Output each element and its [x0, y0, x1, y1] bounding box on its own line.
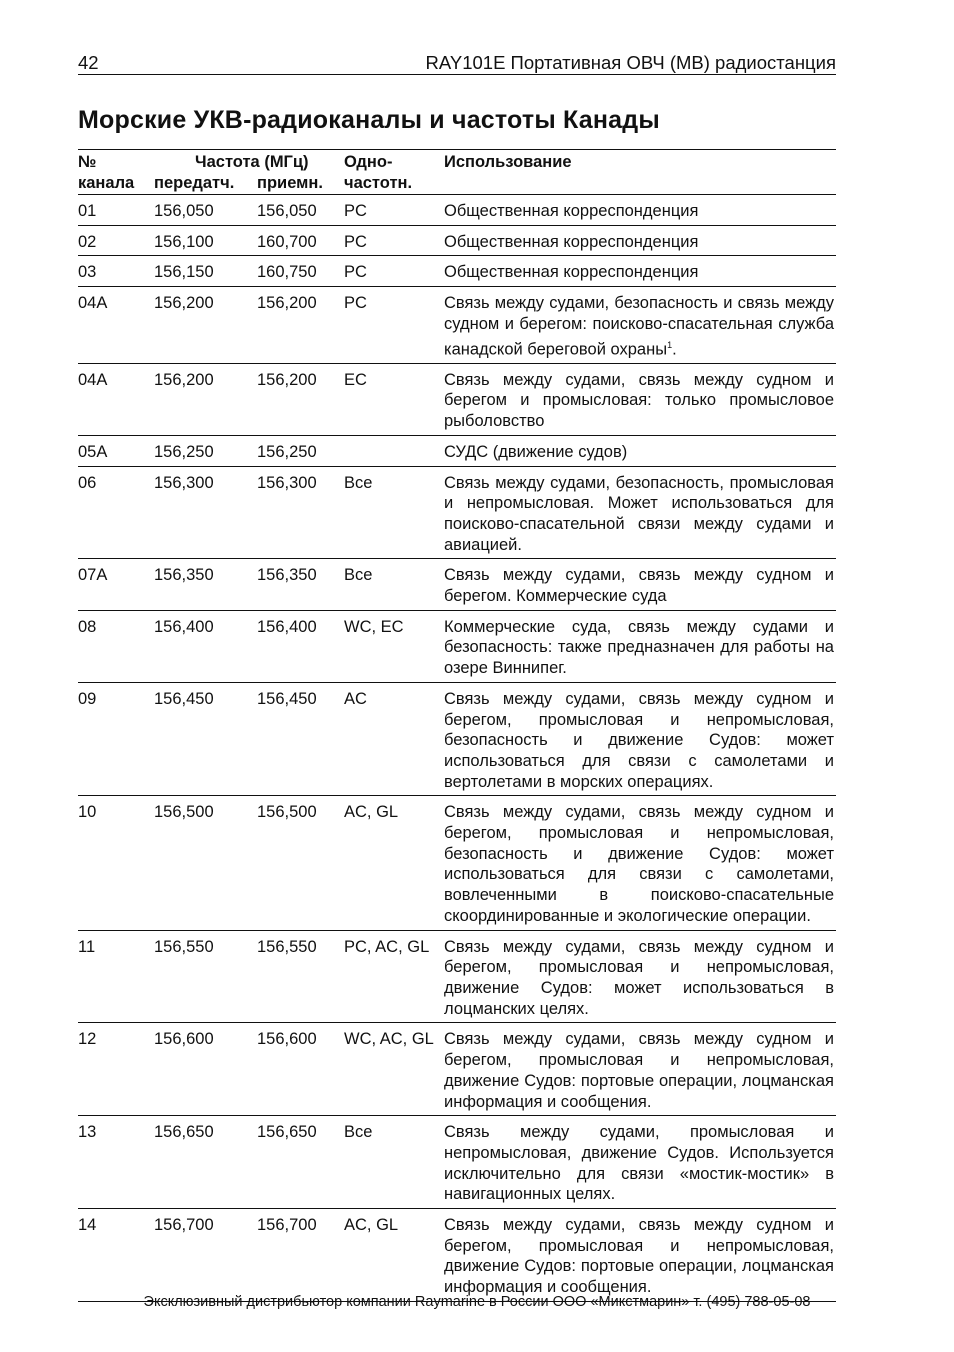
- usage-cell: [444, 467, 834, 559]
- table-row: [78, 1209, 836, 1302]
- usage-text: Связь между судами, связь между судном и берегом, промысловая и непромысловая, безопасность и движение Судов: может использоваться для связи с самолетами и вертолетами в морских операциях.: [444, 689, 834, 791]
- tx-cell: 156,200: [154, 370, 214, 389]
- page-header: [78, 52, 836, 75]
- simplex-cell: PC: [344, 263, 367, 282]
- table-header: [78, 150, 836, 195]
- rx-cell: 156,200: [257, 294, 317, 313]
- tx-cell: 156,050: [154, 202, 214, 220]
- tx-cell: 156,500: [154, 803, 214, 822]
- usage-text: Общественная корреспонденция: [444, 202, 699, 220]
- usage-cell: [444, 1116, 834, 1208]
- usage-cell: [444, 611, 834, 682]
- channel-cell: 11: [78, 937, 96, 956]
- usage-text: Общественная корреспонденция: [444, 263, 699, 282]
- usage-cell: [444, 931, 834, 1023]
- usage-cell: [444, 683, 834, 796]
- table-row: [78, 195, 836, 226]
- tx-cell: 156,700: [154, 1216, 214, 1235]
- channel-cell: 14: [78, 1216, 97, 1235]
- col-channel-l1: №: [78, 153, 97, 171]
- simplex-cell: WC, EC: [344, 617, 404, 636]
- channel-cell: 10: [78, 803, 97, 822]
- simplex-cell: PC: [344, 294, 367, 313]
- table-row: [78, 226, 836, 257]
- tx-cell: 156,100: [154, 232, 214, 251]
- table-row: [78, 931, 836, 1024]
- usage-end: .: [672, 340, 677, 359]
- tx-cell: 156,650: [154, 1123, 214, 1142]
- tx-cell: 156,450: [154, 689, 214, 708]
- simplex-cell: AC: [344, 689, 367, 708]
- table-row: [78, 1116, 836, 1209]
- simplex-cell: AC, GL: [344, 803, 399, 822]
- channel-cell: 03: [78, 263, 97, 282]
- channel-cell: 05A: [78, 442, 108, 461]
- channel-cell: 13: [78, 1123, 97, 1142]
- channel-cell: 04A: [78, 370, 108, 389]
- table-row: [78, 364, 836, 436]
- channel-cell: 09: [78, 689, 97, 708]
- simplex-cell: Все: [344, 566, 373, 585]
- channel-cell: 07A: [78, 566, 108, 585]
- page-number: 42: [78, 52, 99, 73]
- usage-text: СУДС (движение судов): [444, 442, 628, 461]
- usage-text: Связь между судами, связь между судном и берегом, промысловая и непромысловая, движение Судов: портовые операции, лоцманская информация и сообщения.: [444, 1030, 834, 1111]
- simplex-cell: PC: [344, 202, 367, 220]
- usage-cell: [444, 287, 834, 363]
- usage-text: Связь между судами, промысловая и непромысловая, движение Судов. Используется исключительно для связи «мостик-мостик» в навигационных целях.: [444, 1123, 834, 1204]
- usage-text: Связь между судами, безопасность и связь между судном и берегом: поисково-спасательная служба канадской береговой охраны: [444, 294, 834, 359]
- table-row: [78, 1023, 836, 1116]
- usage-text: Общественная корреспонденция: [444, 232, 699, 251]
- rx-cell: 156,550: [257, 937, 317, 956]
- rx-cell: 156,250: [257, 442, 317, 461]
- channel-cell: 04A: [78, 294, 108, 313]
- rx-cell: 156,300: [257, 473, 317, 492]
- simplex-cell: WC, AC, GL: [344, 1030, 434, 1049]
- usage-cell: [444, 1023, 834, 1115]
- rx-cell: 156,600: [257, 1030, 317, 1049]
- tx-cell: 156,550: [154, 937, 214, 956]
- rx-cell: 156,200: [257, 370, 317, 389]
- channel-cell: 12: [78, 1030, 97, 1049]
- col-usage: Использование: [444, 153, 572, 171]
- usage-cell: [444, 226, 834, 256]
- usage-cell: [444, 195, 834, 225]
- tx-cell: 156,250: [154, 442, 214, 461]
- rx-cell: 156,700: [257, 1216, 317, 1235]
- tx-cell: 156,350: [154, 566, 214, 585]
- simplex-cell: Все: [344, 1123, 373, 1142]
- usage-text: Коммерческие суда, связь между судами и безопасность: также предназначен для работы на озере Виннипег.: [444, 617, 834, 678]
- usage-cell: [444, 1209, 834, 1301]
- rx-cell: 156,350: [257, 566, 317, 585]
- usage-text: Связь между судами, связь между судном и берегом и промысловая: только промысловое рыболовство: [444, 370, 834, 431]
- usage-cell: [444, 796, 834, 929]
- usage-text: Связь между судами, связь между судном и берегом, промысловая и непромысловая, безопасность и движение Судов: может использоваться для связи с самолетами, вовлеченными в поисково-спасательные скоординированные и экологические операции.: [444, 803, 834, 925]
- usage-text: Связь между судами, безопасность, промысловая и непромысловая. Может использоваться для поисково-спасательной связи между судами и авиацией.: [444, 473, 834, 554]
- rx-cell: 160,700: [257, 232, 317, 251]
- table-row: [78, 683, 836, 797]
- col-channel-l2: канала: [78, 174, 135, 192]
- rx-cell: 160,750: [257, 263, 317, 282]
- table-row: [78, 256, 836, 287]
- page-title: Морские УКВ-радиоканалы и частоты Канады: [78, 106, 660, 134]
- footnote-marker: 1: [667, 339, 673, 350]
- tx-cell: 156,150: [154, 263, 214, 282]
- col-simplex-l1: Одно-: [344, 153, 393, 171]
- table-row: [78, 436, 836, 467]
- running-title: RAY101E Портативная ОВЧ (МВ) радиостанция: [425, 52, 836, 73]
- simplex-cell: PC: [344, 232, 367, 251]
- table-row: [78, 559, 836, 610]
- rx-cell: 156,450: [257, 689, 317, 708]
- channel-cell: 06: [78, 473, 97, 492]
- tx-cell: 156,400: [154, 617, 214, 636]
- usage-text: Связь между судами, связь между судном и берегом, промысловая и непромысловая, движение Судов: портовые операции, лоцманская информация и сообщения.: [444, 1216, 834, 1297]
- col-simplex-l2: частотн.: [344, 174, 413, 192]
- rx-cell: 156,050: [257, 202, 317, 220]
- page-footer: Эксклюзивный дистрибьютор компании Raymarine в России ООО «Микстмарин» т. (495) 788-05-08: [143, 1294, 811, 1310]
- table-row: [78, 796, 836, 930]
- usage-cell: [444, 256, 834, 286]
- col-frequency: Частота (МГц): [195, 153, 309, 171]
- tx-cell: 156,300: [154, 473, 214, 492]
- table-row: [78, 467, 836, 560]
- simplex-cell: Все: [344, 473, 373, 492]
- rx-cell: 156,500: [257, 803, 317, 822]
- usage-text: Связь между судами, связь между судном и берегом, промысловая и непромысловая, движение Судов: может использоваться в лоцманских целях.: [444, 937, 834, 1018]
- channel-cell: 02: [78, 232, 97, 251]
- table-row: [78, 287, 836, 364]
- tx-cell: 156,600: [154, 1030, 214, 1049]
- usage-text: Связь между судами, связь между судном и берегом. Коммерческие суда: [444, 566, 834, 606]
- usage-cell: [444, 364, 834, 435]
- simplex-cell: PC, AC, GL: [344, 937, 430, 956]
- col-rx: приемн.: [257, 174, 323, 192]
- tx-cell: 156,200: [154, 294, 214, 313]
- table-row: [78, 611, 836, 683]
- col-tx: передатч.: [154, 174, 235, 192]
- channels-table: [78, 149, 836, 1302]
- simplex-cell: EC: [344, 370, 367, 389]
- simplex-cell: AC, GL: [344, 1216, 399, 1235]
- table-body: [78, 195, 836, 1302]
- usage-cell: [444, 436, 834, 466]
- channel-cell: 01: [78, 202, 97, 220]
- rx-cell: 156,400: [257, 617, 317, 636]
- usage-cell: [444, 559, 834, 609]
- channel-cell: 08: [78, 617, 97, 636]
- rx-cell: 156,650: [257, 1123, 317, 1142]
